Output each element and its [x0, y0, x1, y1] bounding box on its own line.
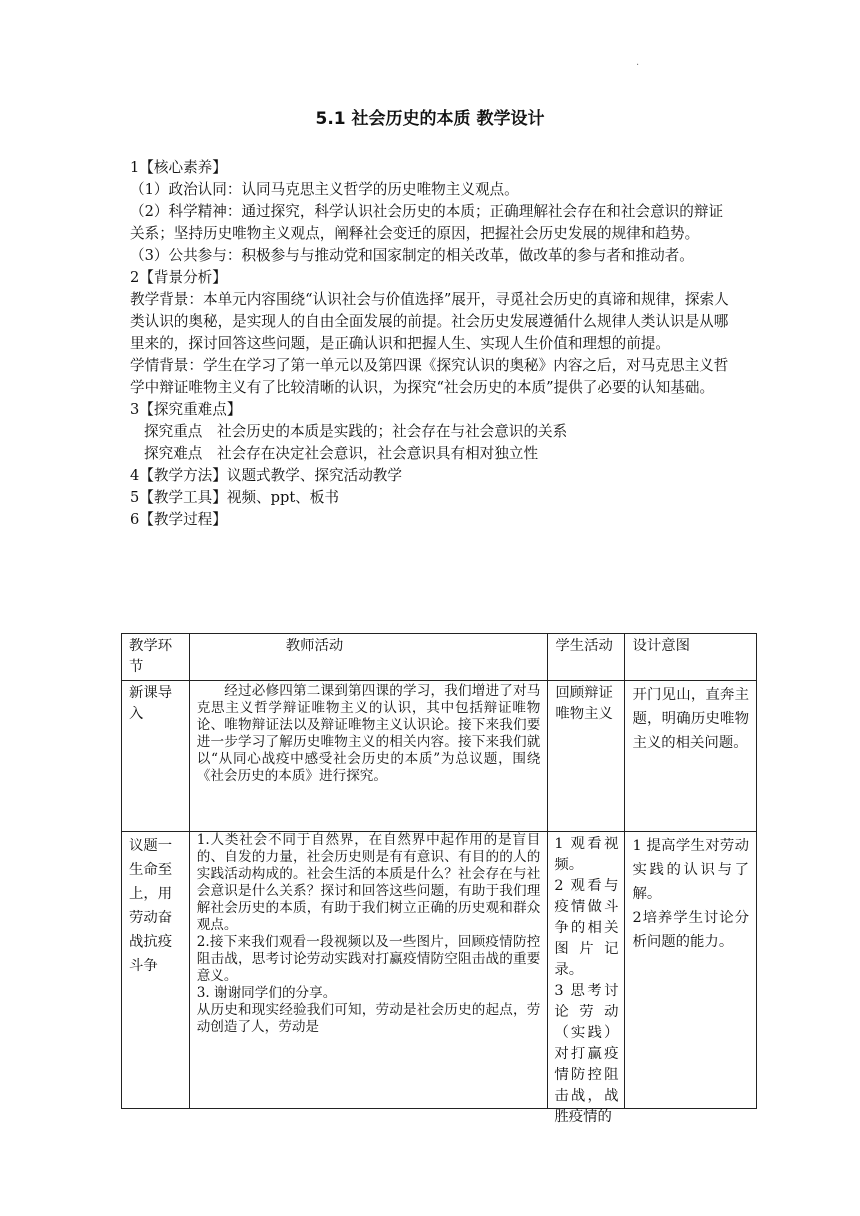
paragraph: 探究难点 社会存在决定社会意识，社会意识具有相对独立性 [144, 445, 539, 462]
document-body [130, 157, 730, 531]
page-mark: · [636, 60, 640, 71]
cell-teacher [189, 832, 548, 1109]
paragraph: 4【教学方法】议题式教学、探究活动教学 [130, 467, 402, 484]
cell-stage: 议题一生命至上，用劳动奋战抗疫斗争 [122, 832, 190, 1109]
cell-student [548, 832, 625, 1125]
paragraph: 教学背景：本单元内容围绕“认识社会与价值选择”展开，寻觅社会历史的真谛和规律，探索人类认识的奥秘，是实现人的自由全面发展的前提。社会历史发展遵循什么规律人类认识是从哪里来的，探讨回答这些问题，是正确认识和把握人生、实现人生价值和理想的前提。 [130, 291, 729, 352]
table-row [122, 681, 757, 832]
paragraph: （2）科学精神：通过探究，科学认识社会历史的本质；正确理解社会存在和社会意识的辩证关系；坚持历史唯物主义观点，阐释社会变迁的原因，把握社会历史发展的规律和趋势。 [130, 203, 724, 242]
section-heading-core-literacy: 1【核心素养】 [130, 159, 227, 176]
paragraph: 探究重点 社会历史的本质是实践的；社会存在与社会意识的关系 [144, 423, 568, 440]
header-teacher: 教师活动 [189, 634, 548, 681]
cell-teacher: 经过必修四第二课到第四课的学习，我们增进了对马克思主义哲学辩证唯物主义的认识，其中包括辩证唯物论、唯物辩证法以及辩证唯物主义认识论。接下来我们要进一步学习了解历史唯物主义的相关内容。接下来我们就以“从同心战疫中感受社会历史的本质”为总议题，围绕《社会历史的本质》进行探究。 [189, 681, 548, 832]
paragraph: （1）政治认同：认同马克思主义哲学的历史唯物主义观点。 [130, 181, 519, 198]
cell-stage: 新课导入 [122, 681, 190, 832]
header-student: 学生活动 [548, 634, 625, 681]
teacher-activity-text: 1.人类社会不同于自然界，在自然界中起作用的是盲目的、自发的力量，社会历史则是有有意识、有目的的人的实践活动构成的。社会生活的本质是什么？社会存在与社会意识是什么关系？探讨和回答这些问题，有助于我们理解社会历史的本质，有助于我们树立正确的历史观和群众观点。 2.接下来我们观看一段视频以及一些图片，回顾疫情防控阻击战，思考讨论劳动实践对打赢疫情防空阻击战的重要意义。 3. 谢谢同学们的分享。 从历史和现实经验我们可知，劳动是社会历史的起点，劳动创造了人，劳动是 [196, 832, 541, 1035]
section-heading-process: 6【教学过程】 [130, 511, 227, 528]
student-activity-text: 1 观看视频。 2 观看与疫情做斗争的相关图片记录。 3 思考讨论劳动（实践）对打赢疫情防控阻击战，战胜疫情的 [554, 836, 619, 1125]
page-title: 5.1 社会历史的本质 教学设计 [315, 109, 545, 129]
section-heading-key-points: 3【探究重难点】 [130, 401, 242, 418]
cell-intent: 开门见山，直奔主题，明确历史唯物主义的相关问题。 [625, 681, 757, 832]
table-header-row [122, 634, 757, 681]
header-intent: 设计意图 [625, 634, 757, 681]
cell-student: 回顾辩证唯物主义 [548, 681, 625, 832]
table-row [122, 832, 757, 1109]
teaching-process-table [121, 633, 757, 1125]
paragraph: 学情背景：学生在学习了第一单元以及第四课《探究认识的奥秘》内容之后，对马克思主义哲学中辩证唯物主义有了比较清晰的认识，为探究“社会历史的本质”提供了必要的认知基础。 [130, 357, 729, 396]
section-heading-background: 2【背景分析】 [130, 269, 227, 286]
paragraph: （3）公共参与：积极参与与推动党和国家制定的相关改革，做改革的参与者和推动者。 [130, 247, 694, 264]
header-stage: 教学环节 [122, 634, 190, 681]
paragraph: 5【教学工具】视频、ppt、板书 [130, 489, 339, 506]
cell-intent: 1 提高学生对劳动实践的认识与了解。 2培养学生讨论分析问题的能力。 [625, 832, 757, 1109]
